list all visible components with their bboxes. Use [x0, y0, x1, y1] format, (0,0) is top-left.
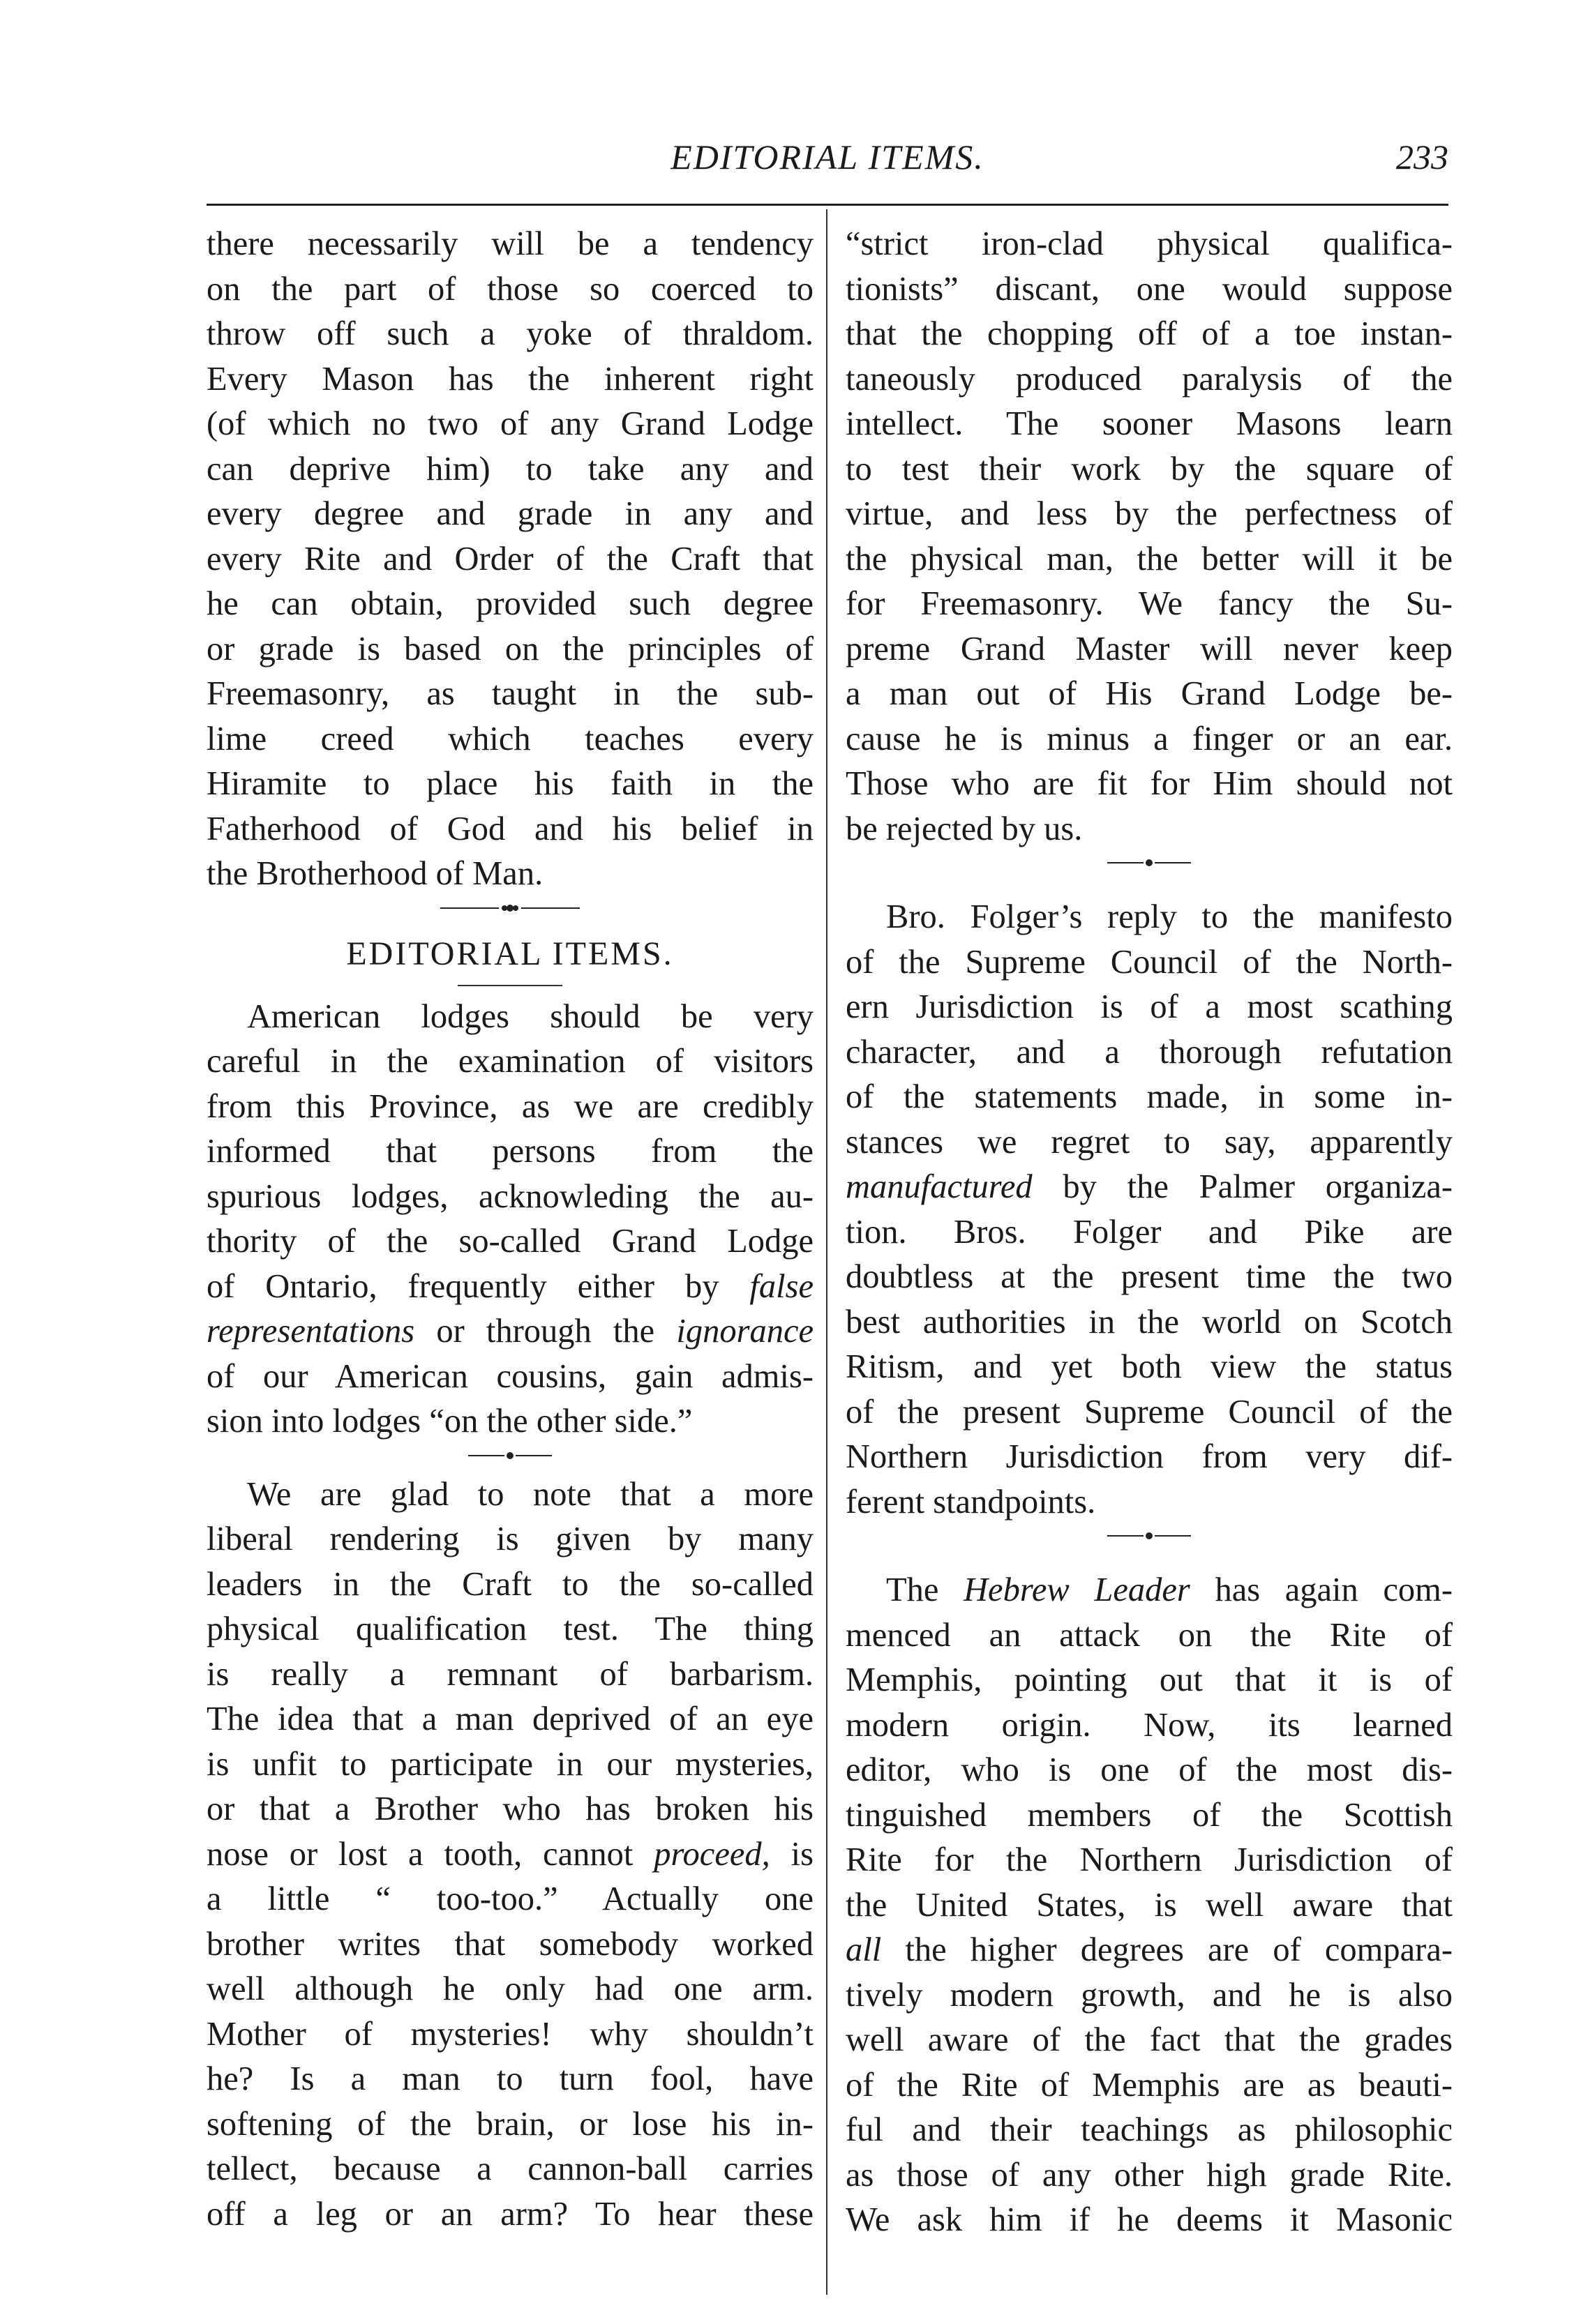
text-run: of Ontario, frequently either by	[207, 1267, 719, 1305]
text-line: best authorities in the world on Scotch	[846, 1303, 1453, 1341]
italic-run: representations	[207, 1313, 415, 1350]
running-title: EDITORIAL ITEMS.	[670, 137, 984, 176]
ornamental-separator	[207, 897, 814, 925]
text-line: editor, who is one of the most dis-	[846, 1751, 1453, 1788]
italic-run: all	[846, 1931, 882, 1968]
text-line: ern Jurisdiction is of a most scathing	[846, 988, 1453, 1025]
text-line: of our American cousins, gain admis-	[207, 1357, 814, 1395]
text-line: sion into lodges “on the other side.”	[207, 1403, 693, 1440]
text-line: of the statements made, in some in-	[846, 1078, 1453, 1115]
text-line: the United States, is well aware that	[846, 1886, 1453, 1924]
text-line: menced an attack on the Rite of	[846, 1616, 1453, 1654]
text-line: of the Supreme Council of the North-	[846, 943, 1453, 981]
text-line: Those who are fit for Him should not	[846, 765, 1453, 802]
text-line: liberal rendering is given by many	[207, 1521, 814, 1557]
text-line: (of which no two of any Grand Lodge	[207, 405, 814, 442]
text-line: off a leg or an arm? To hear these	[207, 2195, 814, 2233]
text-line: Northern Jurisdiction from very dif-	[846, 1438, 1453, 1475]
left-column	[207, 222, 814, 2237]
text-line: Rite for the Northern Jurisdiction of	[846, 1841, 1453, 1878]
section-heading: EDITORIAL ITEMS.	[346, 935, 674, 972]
text-line: for Freemasonry. We fancy the Su-	[846, 585, 1453, 622]
text-line: Mother of mysteries! why shouldn’t	[207, 2015, 814, 2053]
text-line: or that a Brother who has broken his	[207, 1790, 814, 1827]
italic-run: manufactured	[846, 1168, 1033, 1205]
text-line-mixed	[207, 1832, 814, 1878]
text-line: from this Province, as we are credibly	[207, 1087, 814, 1125]
header-rule	[207, 204, 1448, 206]
text-line: of the present Supreme Council of the	[846, 1393, 1453, 1431]
text-line: virtue, and less by the perfectness of	[846, 495, 1453, 532]
text-line: stances we regret to say, apparently	[846, 1123, 1453, 1161]
text-line: of the Rite of Memphis are as beauti-	[846, 2066, 1453, 2104]
text-line: throw off such a yoke of thraldom.	[207, 315, 814, 352]
text-line: that the chopping off of a toe instan-	[846, 315, 1453, 352]
text-line: physical qualification test. The thing	[207, 1610, 814, 1647]
text-line: Every Mason has the inherent right	[207, 360, 814, 398]
spacer	[846, 1553, 1453, 1568]
text-line: he? Is a man to turn fool, have	[207, 2060, 814, 2097]
text-line: is unfit to participate in our mysteries,	[207, 1745, 814, 1783]
text-line: Hiramite to place his faith in the	[207, 765, 814, 802]
text-line: tellect, because a cannon-ball carries	[207, 2150, 814, 2187]
text-line: there necessarily will be a tendency	[207, 225, 814, 262]
text-line: careful in the examination of visitors	[207, 1043, 814, 1080]
text-run: nose or lost a tooth, cannot	[207, 1835, 634, 1873]
text-line: as those of any other high grade Rite.	[846, 2156, 1453, 2194]
page-number: 233	[1396, 137, 1448, 176]
text-run: by the Palmer organiza-	[1063, 1168, 1453, 1205]
ornamental-separator	[207, 1444, 814, 1472]
text-line: ferent standpoints.	[846, 1483, 1096, 1521]
text-line: the physical man, the better will it be	[846, 540, 1453, 578]
right-paragraph-3	[846, 1568, 1453, 2243]
text-line: We are glad to note that a more	[247, 1475, 814, 1513]
text-line: character, and a thorough refutation	[846, 1033, 1453, 1071]
text-line: taneously produced paralysis of the	[846, 360, 1453, 398]
text-line: informed that persons from the	[207, 1133, 814, 1170]
text-line: Freemasonry, as taught in the sub-	[207, 675, 814, 712]
text-line: thority of the so-called Grand Lodge	[207, 1223, 814, 1260]
right-column	[846, 222, 1453, 2243]
column-divider	[826, 209, 827, 2295]
text-line: well although he only had one arm.	[207, 1970, 814, 2007]
text-line: is really a remnant of barbarism.	[207, 1655, 814, 1693]
ornamental-separator	[846, 1525, 1453, 1553]
text-line: ful and their teachings as philosophic	[846, 2111, 1453, 2148]
text-line: spurious lodges, acknowleding the au-	[207, 1177, 814, 1215]
text-line: he can obtain, provided such degree	[207, 585, 814, 622]
text-line: American lodges should be very	[247, 997, 814, 1035]
text-run: The	[886, 1571, 939, 1608]
text-run: the higher degrees are of compara-	[905, 1931, 1453, 1968]
text-line-mixed	[846, 1165, 1453, 1210]
text-line: Ritism, and yet both view the status	[846, 1348, 1453, 1385]
text-line-mixed	[846, 1928, 1453, 1973]
text-line: preme Grand Master will never keep	[846, 630, 1453, 667]
text-line: lime creed which teaches every	[207, 720, 814, 757]
text-line: tively modern growth, and he is also	[846, 1976, 1453, 2014]
text-line: tion. Bros. Folger and Pike are	[846, 1213, 1453, 1251]
italic-run: false	[749, 1267, 814, 1305]
text-line-mixed	[207, 1265, 814, 1310]
left-paragraph-3	[207, 1472, 814, 2238]
text-line: The idea that a man deprived of an eye	[207, 1700, 814, 1737]
text-line: every degree and grade in any and	[207, 495, 814, 532]
italic-run: Hebrew Leader	[964, 1571, 1190, 1608]
italic-run: ignorance	[676, 1313, 814, 1350]
text-line: tinguished members of the Scottish	[846, 1796, 1453, 1834]
left-paragraph-1	[207, 222, 814, 897]
text-line: “strict iron-clad physical qualifica-	[846, 225, 1453, 262]
text-run: is	[790, 1835, 814, 1873]
text-line: tionists” discant, one would suppose	[846, 270, 1453, 308]
right-paragraph-1	[846, 222, 1453, 852]
spacer	[846, 880, 1453, 895]
text-line: every Rite and Order of the Craft that	[207, 540, 814, 578]
text-run: has again com-	[1215, 1571, 1453, 1608]
text-line: a man out of His Grand Lodge be-	[846, 675, 1453, 712]
text-line: well aware of the fact that the grades	[846, 2021, 1453, 2058]
text-line: softening of the brain, or lose his in-	[207, 2105, 814, 2143]
text-line: the Brotherhood of Man.	[207, 855, 544, 892]
text-line: can deprive him) to take any and	[207, 450, 814, 488]
text-line: Fatherhood of God and his belief in	[207, 810, 814, 847]
text-line: leaders in the Craft to the so-called	[207, 1565, 814, 1603]
italic-run: proceed,	[654, 1835, 770, 1873]
text-line: to test their work by the square of	[846, 450, 1453, 488]
text-line: Bro. Folger’s reply to the manifesto	[886, 898, 1453, 935]
left-paragraph-2	[207, 995, 814, 1444]
text-line: We ask him if he deems it Masonic	[846, 2201, 1453, 2238]
text-line-mixed	[207, 1309, 814, 1355]
text-line: modern origin. Now, its learned	[846, 1706, 1453, 1744]
ornamental-separator	[846, 852, 1453, 880]
text-line: doubtless at the present time the two	[846, 1258, 1453, 1295]
heading-underline	[207, 979, 814, 995]
text-line: on the part of those so coerced to	[207, 270, 814, 308]
text-line: a little “ too-too.” Actually one	[207, 1880, 814, 1917]
text-line: Memphis, pointing out that it is of	[846, 1661, 1453, 1698]
text-line-mixed	[846, 1568, 1453, 1613]
text-line: be rejected by us.	[846, 810, 1083, 847]
text-line: intellect. The sooner Masons learn	[846, 405, 1453, 442]
text-run: or through the	[436, 1313, 655, 1350]
page-header	[207, 137, 1448, 193]
right-paragraph-2	[846, 895, 1453, 1525]
text-line: brother writes that somebody worked	[207, 1925, 814, 1963]
text-line: cause he is minus a finger or an ear.	[846, 720, 1453, 757]
text-line: or grade is based on the principles of	[207, 630, 814, 667]
